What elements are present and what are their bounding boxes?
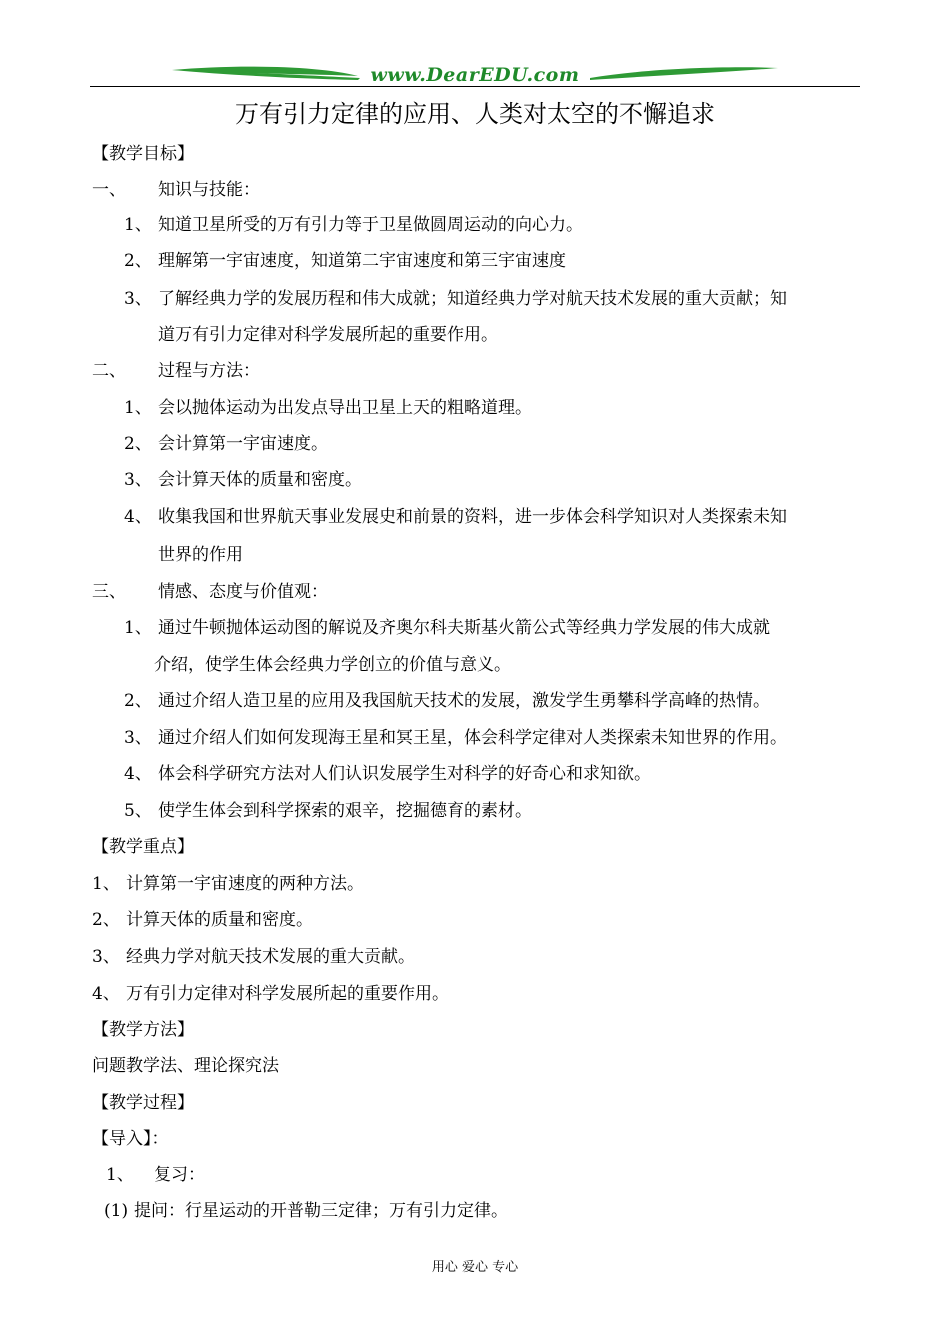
list-item-continuation: 道万有引力定律对科学发展所起的重要作用。 [158, 325, 498, 345]
section-process: 【教学过程】 [92, 1093, 194, 1113]
page-footer: 用心 爱心 专心 [431, 1260, 519, 1275]
part3-number: 三、 [92, 582, 126, 602]
part1-heading: 知识与技能： [158, 180, 260, 200]
part2-number: 二、 [92, 361, 126, 381]
list-item: 4、 体会科学研究方法对人们认识发展学生对科学的好奇心和求知欲。 [124, 764, 651, 784]
keypoint-item: 4、 万有引力定律对科学发展所起的重要作用。 [92, 984, 449, 1004]
part3-heading: 情感、态度与价值观： [158, 582, 328, 602]
section-methods: 【教学方法】 [92, 1020, 194, 1040]
list-item: 1、 通过牛顿抛体运动图的解说及齐奥尔科夫斯基火箭公式等经典力学发展的伟大成就 [124, 618, 770, 638]
question-line: (1) 提问：行星运动的开普勒三定律；万有引力定律。 [104, 1201, 508, 1221]
section-keypoints: 【教学重点】 [92, 837, 194, 857]
list-item: 1、 会以抛体运动为出发点导出卫星上天的粗略道理。 [124, 398, 532, 418]
list-item: 2、 理解第一宇宙速度，知道第二宇宙速度和第三宇宙速度 [124, 251, 566, 271]
section-objectives: 【教学目标】 [92, 144, 194, 164]
review-line: 1、 复习： [106, 1165, 205, 1185]
header-banner [90, 62, 860, 92]
part1-number: 一、 [92, 180, 126, 200]
list-item: 3、 会计算天体的质量和密度。 [124, 470, 362, 490]
keypoint-item: 3、 经典力学对航天技术发展的重大贡献。 [92, 947, 415, 967]
list-item: 3、 了解经典力学的发展历程和伟大成就；知道经典力学对航天技术发展的重大贡献；知 [124, 289, 787, 309]
part1-heading-line [92, 178, 260, 202]
list-item: 3、 通过介绍人们如何发现海王星和冥王星，体会科学定律对人类探索未知世界的作用。 [124, 728, 787, 748]
part2-heading: 过程与方法： [158, 361, 260, 381]
list-item-continuation: 世界的作用 [158, 545, 243, 565]
keypoint-item: 2、 计算天体的质量和密度。 [92, 910, 313, 930]
logo-text: www.DearEDU.com [370, 64, 580, 86]
list-item-continuation: 介绍，使学生体会经典力学创立的价值与意义。 [154, 655, 511, 675]
list-item: 2、 会计算第一宇宙速度。 [124, 434, 328, 454]
part3-heading-line [92, 580, 328, 604]
list-item: 2、 通过介绍人造卫星的应用及我国航天技术的发展，激发学生勇攀科学高峰的热情。 [124, 691, 770, 711]
methods-text: 问题教学法、理论探究法 [92, 1056, 279, 1076]
keypoint-item: 1、 计算第一宇宙速度的两种方法。 [92, 874, 364, 894]
part2-heading-line [92, 359, 260, 383]
list-item: 4、 收集我国和世界航天事业发展史和前景的资料，进一步体会科学知识对人类探索未知 [124, 507, 787, 527]
header-rule [90, 86, 860, 87]
list-item: 1、 知道卫星所受的万有引力等于卫星做圆周运动的向心力。 [124, 215, 583, 235]
intro-heading: 【导入】： [92, 1129, 169, 1149]
list-item: 5、 使学生体会到科学探索的艰辛，挖掘德育的素材。 [124, 801, 532, 821]
document-title: 万有引力定律的应用、人类对太空的不懈追求 [235, 100, 715, 128]
